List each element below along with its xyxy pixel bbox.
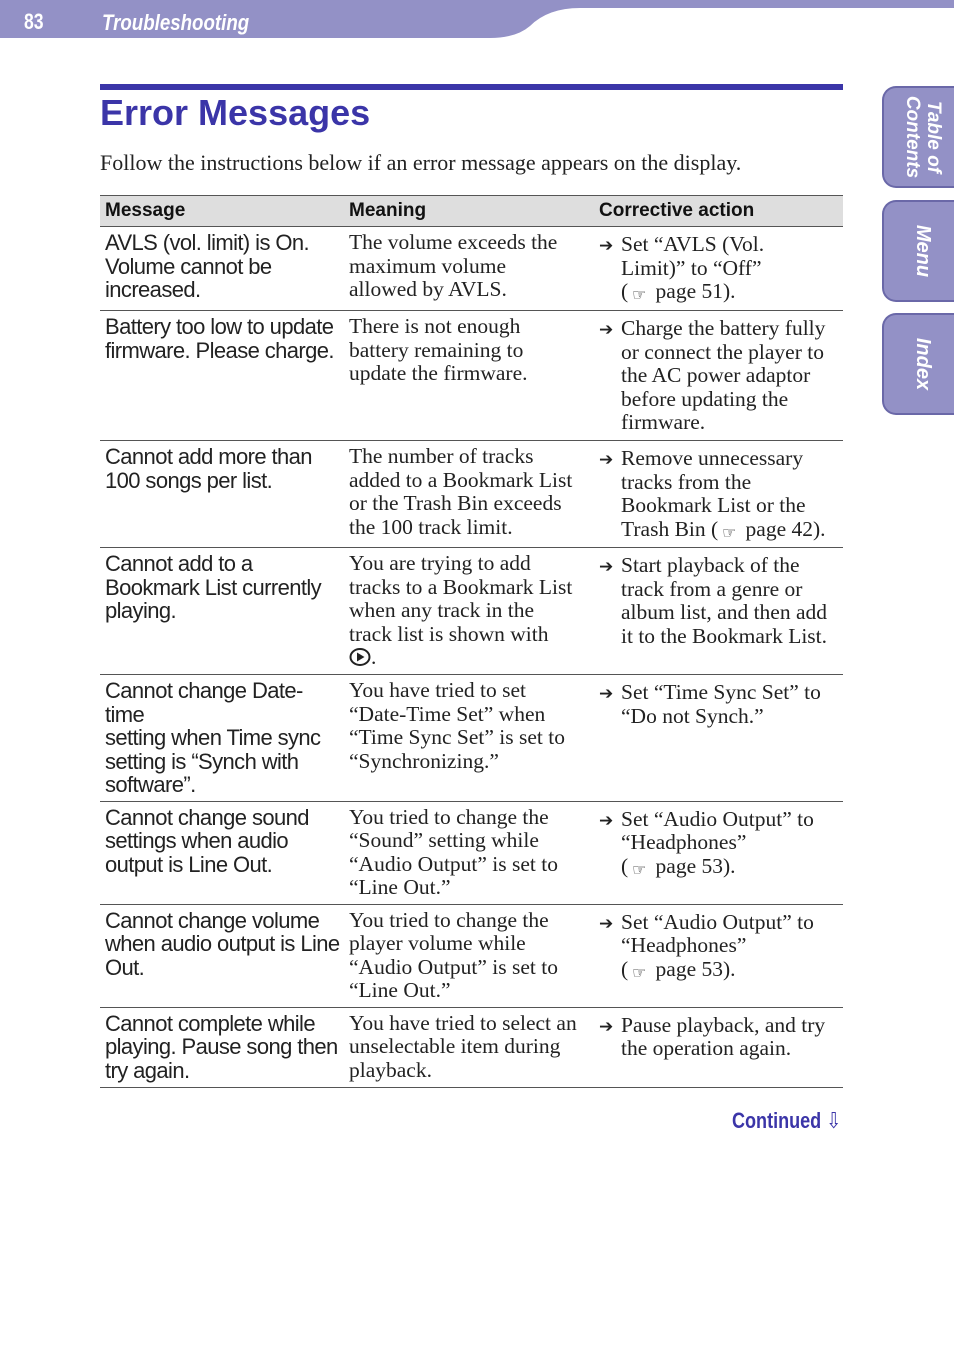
pointing-hand-icon: ☞ [632, 285, 647, 304]
error-messages-table [100, 195, 843, 1088]
meaning-cell [344, 548, 594, 675]
column-header-message: Message [100, 196, 344, 227]
table-row [100, 675, 843, 802]
action-line: track from a genre or [621, 576, 803, 601]
meaning-line: You are trying to add [349, 551, 531, 575]
right-arrow-icon: ➔ [599, 450, 614, 470]
message-cell [100, 548, 344, 675]
meaning-tail: . [371, 645, 377, 669]
intro-text: Follow the instructions below if an error message appears on the display. [100, 150, 742, 175]
page-reference[interactable]: page 51). [655, 279, 736, 303]
action-line: Set “Audio Output” to [621, 806, 814, 831]
meaning-line: You tried to change the [349, 907, 549, 932]
meaning-line: You tried to change the [349, 804, 549, 829]
meaning-line: “Time Sync Set” is set to [349, 725, 565, 749]
meaning-cell [344, 227, 594, 311]
table-row [100, 311, 843, 441]
tab-menu-label: Menu [912, 224, 934, 278]
message-line: Cannot change sound [105, 804, 309, 830]
action-cell [594, 801, 843, 904]
page-title: Error Messages [100, 92, 371, 133]
table-header-row [100, 196, 843, 227]
message-line: AVLS (vol. limit) is On. [105, 230, 310, 255]
action-line: Bookmark List or the [621, 493, 806, 517]
meaning-line: You have tried to set [349, 678, 526, 702]
message-line: 100 songs per list. [105, 467, 273, 493]
continued-link[interactable] [732, 1108, 841, 1134]
action-line: or connect the player to [621, 339, 824, 364]
right-arrow-icon: ➔ [599, 913, 614, 934]
message-line: output is Line Out. [105, 851, 273, 877]
meaning-line: added to a Bookmark List [349, 467, 573, 492]
action-line: album list, and then add [621, 600, 828, 624]
right-arrow-icon: ➔ [599, 684, 614, 704]
meaning-cell [344, 311, 594, 441]
message-line: try again. [105, 1057, 190, 1083]
page-reference-link[interactable]: ( ☞ page 53). [621, 956, 736, 982]
meaning-line: “Sound” setting while [349, 828, 539, 852]
table-row [100, 801, 843, 904]
page-number: 83 [24, 9, 44, 34]
right-arrow-icon: ➔ [599, 557, 614, 577]
message-line: Cannot change volume [105, 907, 320, 933]
meaning-line: maximum volume [349, 253, 507, 278]
meaning-line: “Date-Time Set” when [349, 701, 546, 726]
action-cell [594, 675, 843, 802]
title-rule [100, 84, 843, 90]
action-cell [594, 441, 843, 548]
message-line: Cannot add to a [105, 551, 253, 576]
meaning-line: allowed by AVLS. [349, 277, 507, 301]
page-reference-link[interactable]: ( ☞ page 51). [621, 279, 736, 304]
play-circle-icon [349, 647, 371, 667]
action-cell [594, 904, 843, 1007]
message-line: increased. [105, 277, 201, 302]
message-cell [100, 311, 344, 441]
page-reference[interactable]: page 53). [655, 956, 736, 981]
table-row [100, 904, 843, 1007]
action-line: Limit)” to “Off” [621, 255, 762, 280]
action-line: Remove unnecessary [621, 446, 804, 470]
action-cell [594, 227, 843, 311]
meaning-line: The number of tracks [349, 444, 534, 468]
message-cell [100, 1007, 344, 1087]
column-header-meaning: Meaning [344, 196, 594, 227]
message-line: software”. [105, 772, 196, 797]
right-arrow-icon: ➔ [599, 810, 614, 831]
meaning-line: “Line Out.” [349, 978, 451, 1002]
message-line: setting is “Synch with [105, 748, 299, 774]
table-row [100, 441, 843, 548]
message-line: Bookmark List currently [105, 574, 322, 600]
action-line: “Do not Synch.” [621, 703, 764, 728]
meaning-line: You have tried to select an [349, 1010, 577, 1035]
right-arrow-icon: ➔ [599, 1016, 614, 1037]
section-title[interactable]: Troubleshooting [102, 10, 250, 35]
meaning-line: player volume while [349, 931, 526, 955]
right-arrow-icon: ➔ [599, 320, 614, 340]
meaning-line: The volume exceeds the [349, 230, 558, 254]
table-row [100, 1007, 843, 1087]
meaning-line: when any track in the [349, 598, 535, 622]
table-row [100, 548, 843, 675]
action-cell [594, 548, 843, 675]
action-line: the operation again. [621, 1036, 792, 1060]
meaning-line: tracks to a Bookmark List [349, 574, 573, 599]
tab-menu[interactable] [882, 200, 954, 302]
message-line: firmware. Please charge. [105, 337, 334, 363]
meaning-line: playback. [349, 1057, 432, 1082]
meaning-line: the 100 track limit. [349, 514, 513, 539]
action-line: Set “Time Sync Set” to [621, 680, 821, 704]
page-reference[interactable]: page 42). [745, 516, 826, 541]
meaning-cell [344, 904, 594, 1007]
meaning-cell [344, 441, 594, 548]
action-line: before updating the [621, 386, 789, 411]
message-line: Battery too low to update [105, 314, 334, 339]
meaning-line: “Line Out.” [349, 875, 451, 899]
pointing-hand-icon: ☞ [722, 522, 737, 542]
meaning-line: “Synchronizing.” [349, 748, 499, 773]
meaning-line: There is not enough [349, 314, 521, 338]
tab-index[interactable] [882, 313, 954, 415]
right-arrow-icon: ➔ [599, 236, 614, 256]
message-cell [100, 801, 344, 904]
action-line: Charge the battery fully [621, 316, 826, 340]
message-line: Cannot change Date-time [105, 678, 303, 727]
message-line: playing. Pause song then [105, 1034, 338, 1059]
meaning-cell [344, 675, 594, 802]
meaning-line: “Audio Output” is set to [349, 954, 559, 979]
message-line: playing. [105, 598, 177, 623]
tab-table-of-contents[interactable] [882, 86, 954, 188]
message-line: Out. [105, 954, 145, 980]
message-line: setting when Time sync [105, 725, 321, 750]
table-row [100, 227, 843, 311]
action-cell [594, 311, 843, 441]
action-line: tracks from the [621, 469, 752, 494]
action-line: Set “Audio Output” to [621, 909, 814, 934]
meaning-line: “Audio Output” is set to [349, 851, 559, 876]
message-line: Cannot add more than [105, 444, 312, 469]
action-line: it to the Bookmark List. [621, 623, 828, 648]
page-reference-link[interactable]: ( ☞ page 53). [621, 853, 736, 879]
down-arrow-icon: ⇩ [826, 1109, 842, 1134]
action-line: Trash Bin ( [621, 516, 719, 541]
meaning-line: track list is shown with [349, 621, 549, 646]
message-cell [100, 227, 344, 311]
action-line: “Headphones” [621, 830, 747, 854]
action-line: “Headphones” [621, 933, 747, 957]
meaning-cell [344, 801, 594, 904]
pointing-hand-icon: ☞ [632, 859, 647, 879]
action-line: Pause playback, and try [621, 1012, 826, 1037]
message-line: Volume cannot be [105, 253, 272, 279]
meaning-cell [344, 1007, 594, 1087]
action-line: Start playback of the [621, 553, 800, 577]
continued-label[interactable]: Continued [732, 1108, 822, 1133]
tab-table-of-contents-label: Table of Contents [902, 95, 944, 179]
message-line: settings when audio [105, 828, 289, 853]
meaning-line: battery remaining to [349, 337, 524, 362]
action-cell [594, 1007, 843, 1087]
meaning-line [349, 646, 590, 670]
page-reference-link[interactable] [621, 518, 839, 542]
meaning-line: update the firmware. [349, 361, 528, 385]
meaning-line: or the Trash Bin exceeds [349, 491, 562, 515]
message-cell [100, 675, 344, 802]
meaning-line: unselectable item during [349, 1034, 561, 1058]
page-reference[interactable]: page 53). [655, 853, 736, 878]
message-line: when audio output is Line [105, 931, 340, 956]
action-line: Set “AVLS (Vol. [621, 232, 765, 256]
message-cell [100, 441, 344, 548]
message-line: Cannot complete while [105, 1010, 315, 1036]
action-line: the AC power adaptor [621, 363, 811, 387]
action-line: firmware. [621, 410, 706, 434]
message-cell [100, 904, 344, 1007]
column-header-action: Corrective action [594, 196, 843, 227]
pointing-hand-icon: ☞ [632, 962, 647, 982]
tab-index-label: Index [912, 337, 934, 391]
